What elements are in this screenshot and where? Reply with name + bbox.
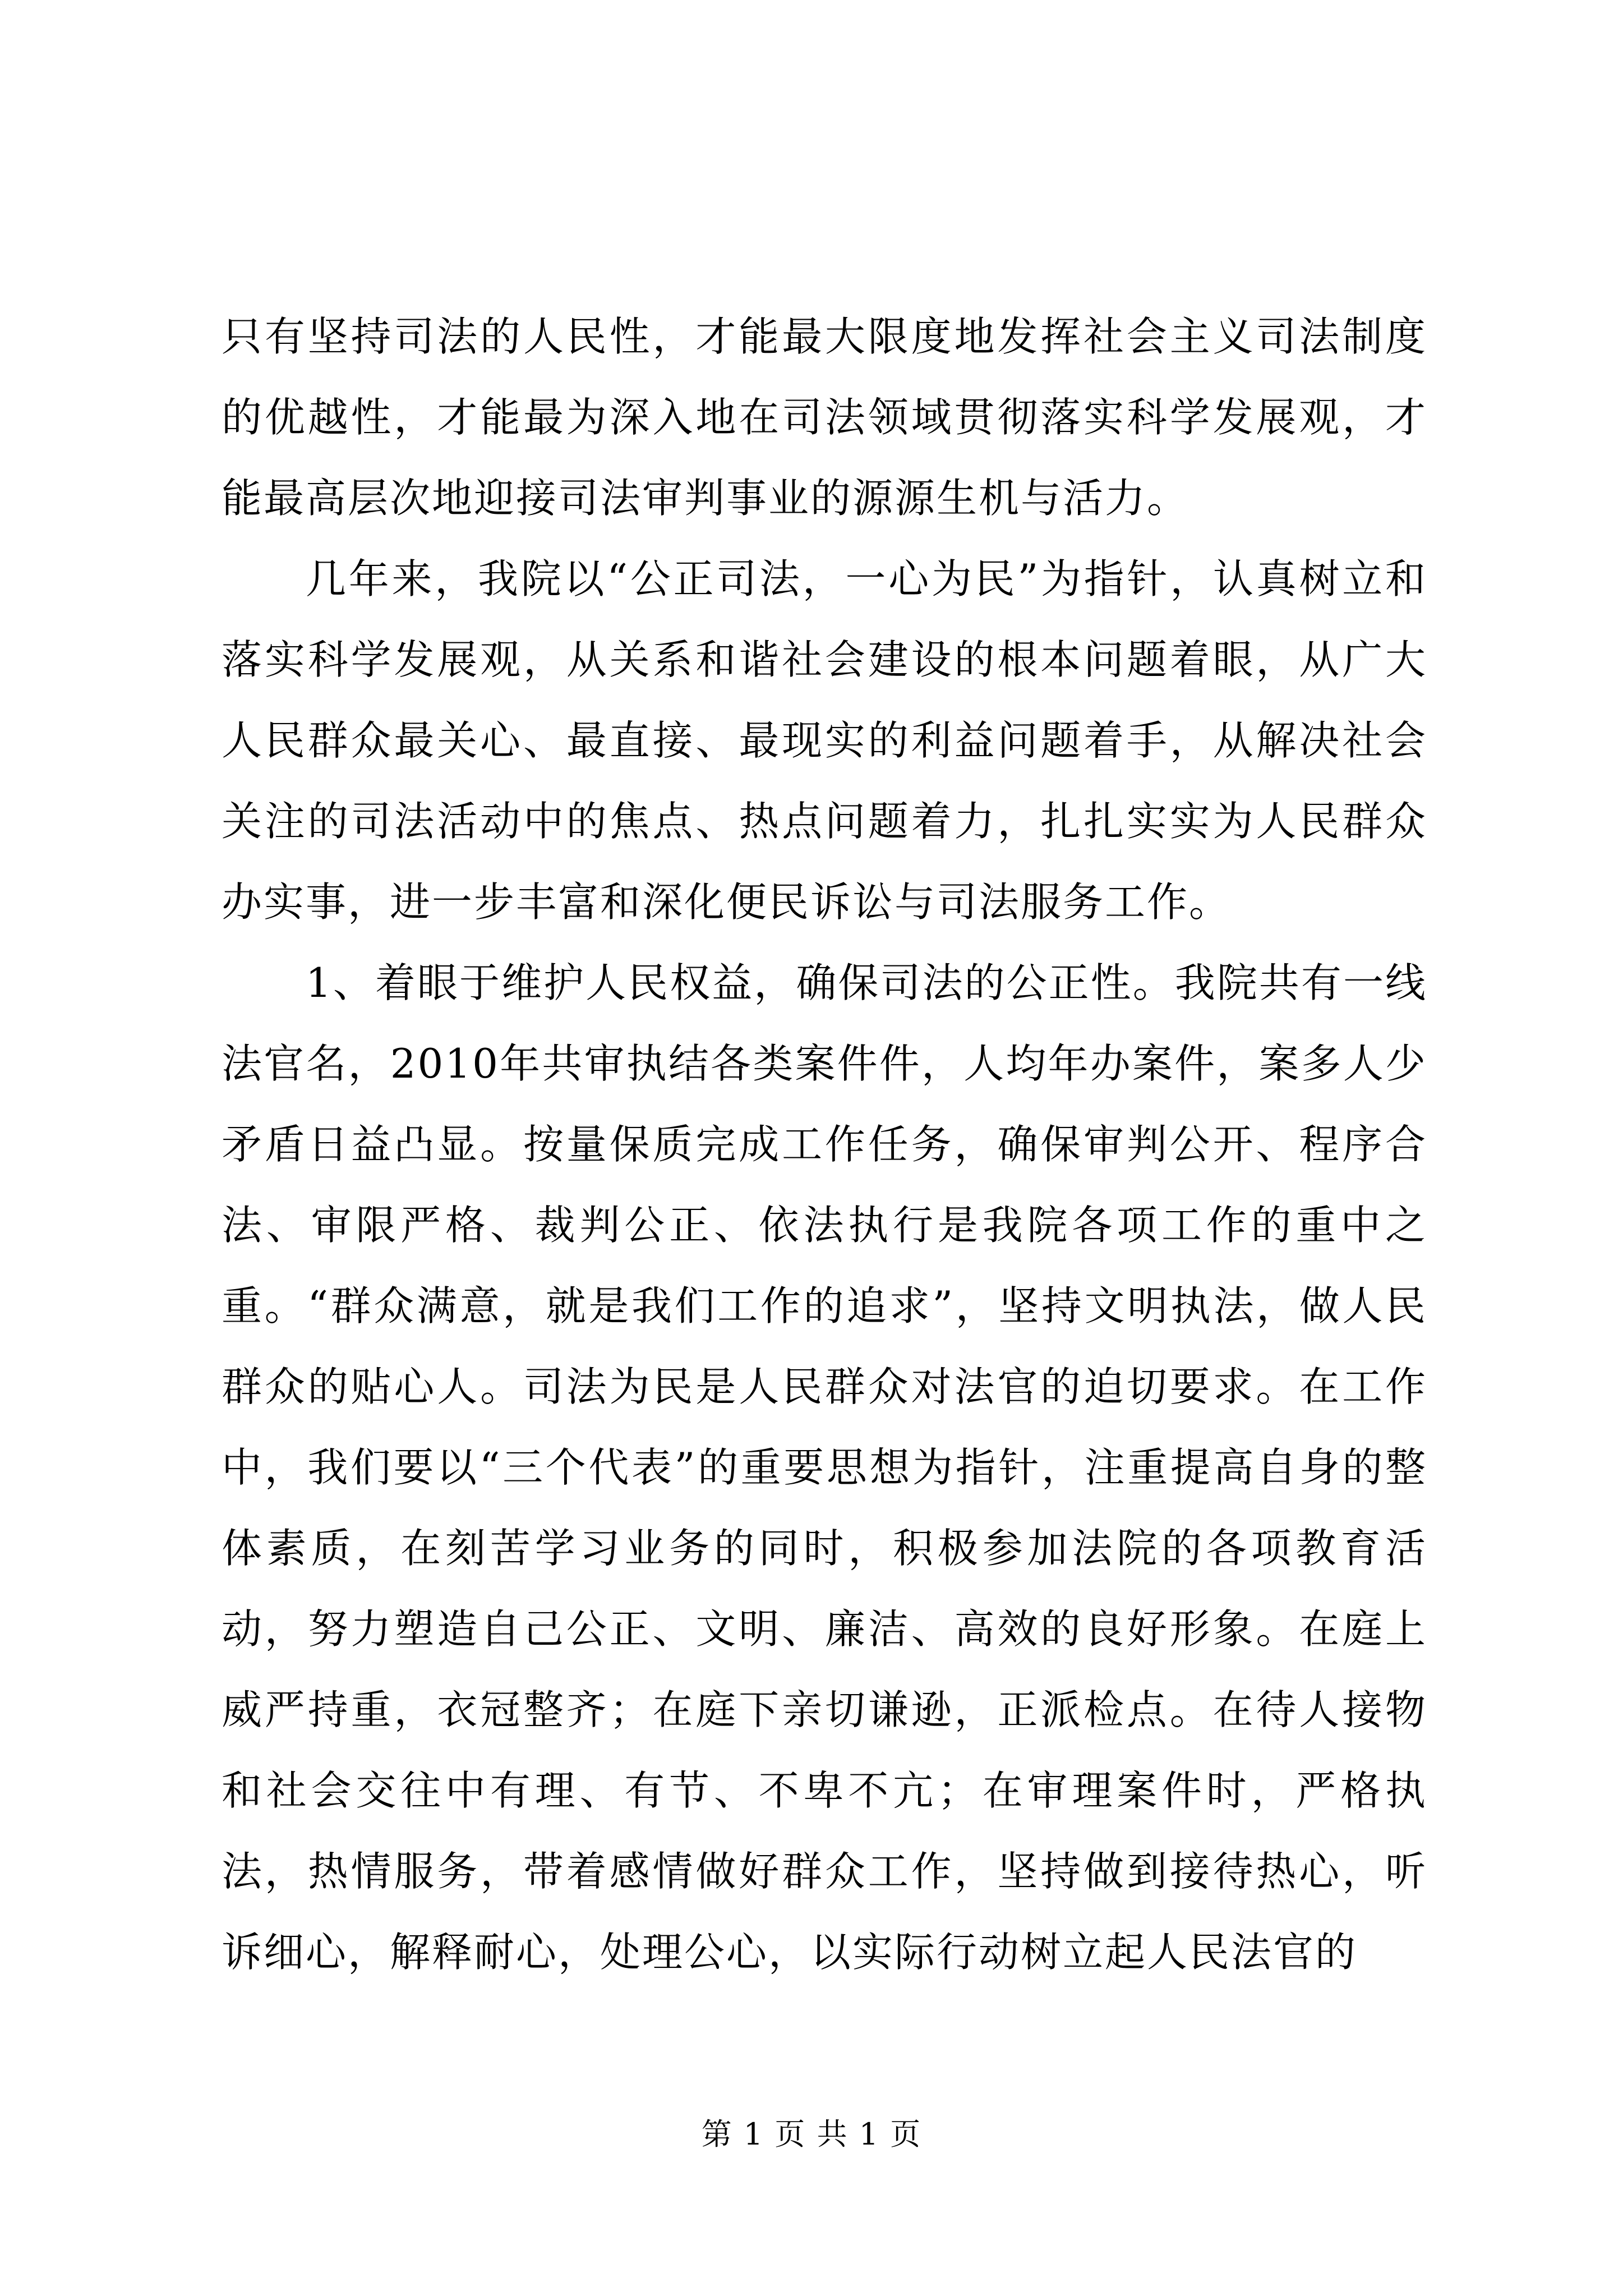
- paragraph-1: 只有坚持司法的人民性，才能最大限度地发挥社会主义司法制度的优越性，才能最为深入地在司法领域贯彻落实科学发展观，才能最高层次地迎接司法审判事业的源源生机与活力。: [222, 313, 1427, 522]
- body-text: [222, 296, 1427, 1993]
- paragraph-3: 1、着眼于维护人民权益，确保司法的公正性。我院共有一线法官名，2010年共审执结各类案件件，人均年办案件，案多人少矛盾日益凸显。按量保质完成工作任务，确保审判公开、程序合法、审限严格、裁判公正、依法执行是我院各项工作的重中之重。“群众满意，就是我们工作的追求”，坚持文明执法，做人民群众的贴心人。司法为民是人民群众对法官的迫切要求。在工作中，我们要以“三个代表”的重要思想为指针，注重提高自身的整体素质，在刻苦学习业务的同时，积极参加法院的各项教育活动，努力塑造自己公正、文明、廉洁、高效的良好形象。在庭上威严持重，衣冠整齐；在庭下亲切谦逊，正派检点。在待人接物和社会交往中有理、有节、不卑不亢；在审理案件时，严格执法，热情服务，带着感情做好群众工作，坚持做到接待热心，听诉细心，解释耐心，处理公心，以实际行动树立起人民法官的: [222, 959, 1427, 1976]
- page-footer: 第 1 页 共 1 页: [701, 2116, 922, 2152]
- paragraph-2: 几年来，我院以“公正司法，一心为民”为指针，认真树立和落实科学发展观，从关系和谐社会建设的根本问题着眼，从广大人民群众最关心、最直接、最现实的利益问题着手，从解决社会关注的司法活动中的焦点、热点问题着力，扎扎实实为人民群众办实事，进一步丰富和深化便民诉讼与司法服务工作。: [222, 555, 1427, 926]
